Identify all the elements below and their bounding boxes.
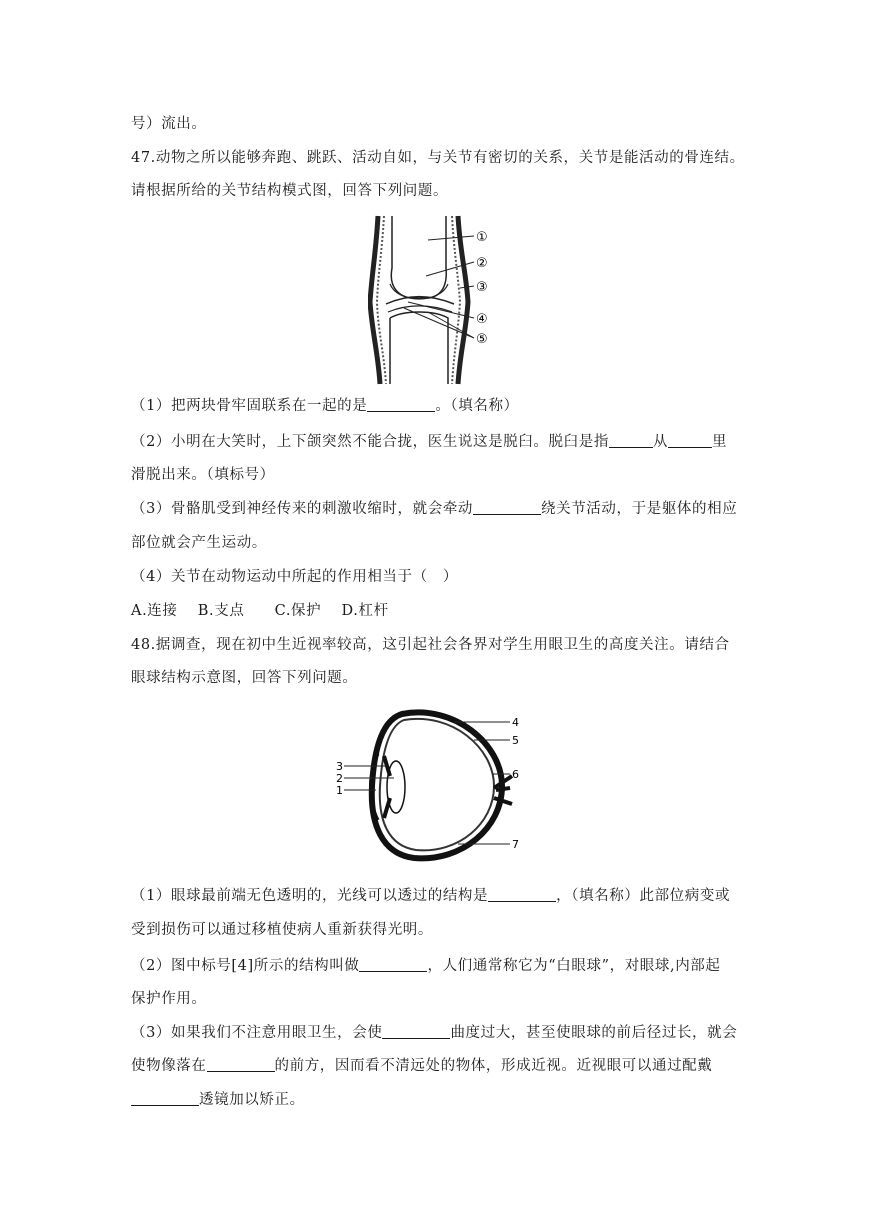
text-span: 部位就会产生运动。: [131, 535, 267, 551]
q47-3-cont: [131, 533, 267, 553]
text-span: 滑脱出来。（填标号）: [131, 467, 275, 483]
answer-blank[interactable]: [367, 396, 435, 412]
answer-blank[interactable]: [473, 499, 541, 515]
q47-1: [131, 396, 519, 416]
text-span: 绕关节活动，于是躯体的相应: [541, 501, 738, 517]
eye-label-5: 5: [512, 734, 519, 747]
text-span: （3）骨骼肌受到神经传来的刺激收缩时，就会牵动: [131, 501, 474, 517]
text-span: （4）关节在动物运动中所起的作用相当于（ ）: [131, 569, 458, 585]
text-span: （2）小明在大笑时，上下颌突然不能合拢，医生说这是脱臼。脱臼是指: [131, 434, 609, 450]
q47-2: [131, 432, 727, 452]
joint-label-5: ⑤: [476, 332, 488, 347]
text-span: 号）流出。: [131, 116, 207, 132]
joint-label-4: ④: [476, 312, 488, 327]
q48-2: [131, 956, 721, 976]
q47-4: [131, 567, 458, 587]
text-span: 眼球结构示意图，回答下列问题。: [131, 670, 358, 686]
text-span: ，（填名称）此部位病变或: [556, 888, 731, 904]
answer-blank[interactable]: [668, 432, 712, 448]
answer-blank[interactable]: [488, 886, 556, 902]
text-line: [131, 114, 207, 134]
q48-1: [131, 886, 730, 906]
eye-label-6: 6: [512, 768, 519, 781]
eye-label-1: 1: [336, 784, 343, 797]
answer-blank[interactable]: [131, 1090, 199, 1106]
q47-options: [131, 601, 389, 621]
answer-blank[interactable]: [382, 1023, 450, 1039]
lens: [387, 761, 405, 813]
eye-label-7: 7: [512, 838, 519, 851]
text-span: 保护作用。: [131, 991, 207, 1007]
q47-3: [131, 499, 737, 519]
answer-blank[interactable]: [207, 1056, 275, 1072]
joint-label-3: ③: [476, 280, 488, 295]
optic-nerve: [494, 776, 512, 804]
eye-label-3: 3: [336, 760, 343, 773]
q47-2-cont: [131, 465, 275, 485]
q48-3: [131, 1023, 737, 1043]
text-span: ，人们通常称它为“白眼球”，对眼球,内部起: [427, 958, 721, 974]
eyeball-diagram: [334, 704, 524, 866]
text-span: 请根据所给的关节结构模式图，回答下列问题。: [131, 183, 449, 199]
text-span: （1）把两块骨牢固联系在一起的是: [131, 398, 368, 414]
text-span: 曲度过大，甚至使眼球的前后径过长，就会: [450, 1025, 738, 1041]
text-span: 。（填名称）: [435, 398, 519, 414]
q47-intro-cont: [131, 181, 448, 201]
text-span: 透镜加以矫正。: [199, 1092, 305, 1108]
joint-label-1: ①: [476, 230, 488, 245]
q48-intro-cont: [131, 668, 358, 688]
text-span: A.连接 B.支点 C.保护 D.杠杆: [131, 603, 389, 619]
q48-3-cont2: [131, 1090, 305, 1110]
text-span: 48.据调查，现在初中生近视率较高，这引起社会各界对学生用眼卫生的高度关注。请结合: [131, 637, 730, 653]
q47-intro: [131, 148, 745, 168]
upper-bone: [391, 216, 446, 298]
answer-blank[interactable]: [359, 956, 427, 972]
text-span: （2）图中标号[4]所示的结构叫做: [131, 958, 360, 974]
joint-label-2: ②: [476, 256, 488, 271]
q48-1-cont: [131, 920, 433, 940]
answer-blank[interactable]: [609, 432, 653, 448]
text-span: 的前方，因而看不清远处的物体，形成近视。近视眼可以通过配戴: [274, 1058, 713, 1074]
text-span: （3）如果我们不注意用眼卫生，会使: [131, 1025, 383, 1041]
joint-capsule-left: [370, 216, 380, 384]
text-span: 47.动物之所以能够奔跑、跳跃、活动自如，与关节有密切的关系，关节是能活动的骨连结。: [131, 150, 745, 166]
q48-2-cont: [131, 989, 207, 1009]
text-span: 使物像落在: [131, 1058, 207, 1074]
text-span: 从: [652, 434, 669, 450]
q48-intro: [131, 635, 730, 655]
eye-label-2: 2: [336, 772, 343, 785]
text-span: （1）眼球最前端无色透明的，光线可以透过的结构是: [131, 888, 489, 904]
text-span: 受到损伤可以通过移植使病人重新获得光明。: [131, 922, 433, 938]
text-span: 里: [712, 434, 728, 450]
q48-3-cont: [131, 1056, 712, 1076]
joint-diagram: [368, 212, 498, 388]
eye-label-4: 4: [512, 716, 519, 729]
